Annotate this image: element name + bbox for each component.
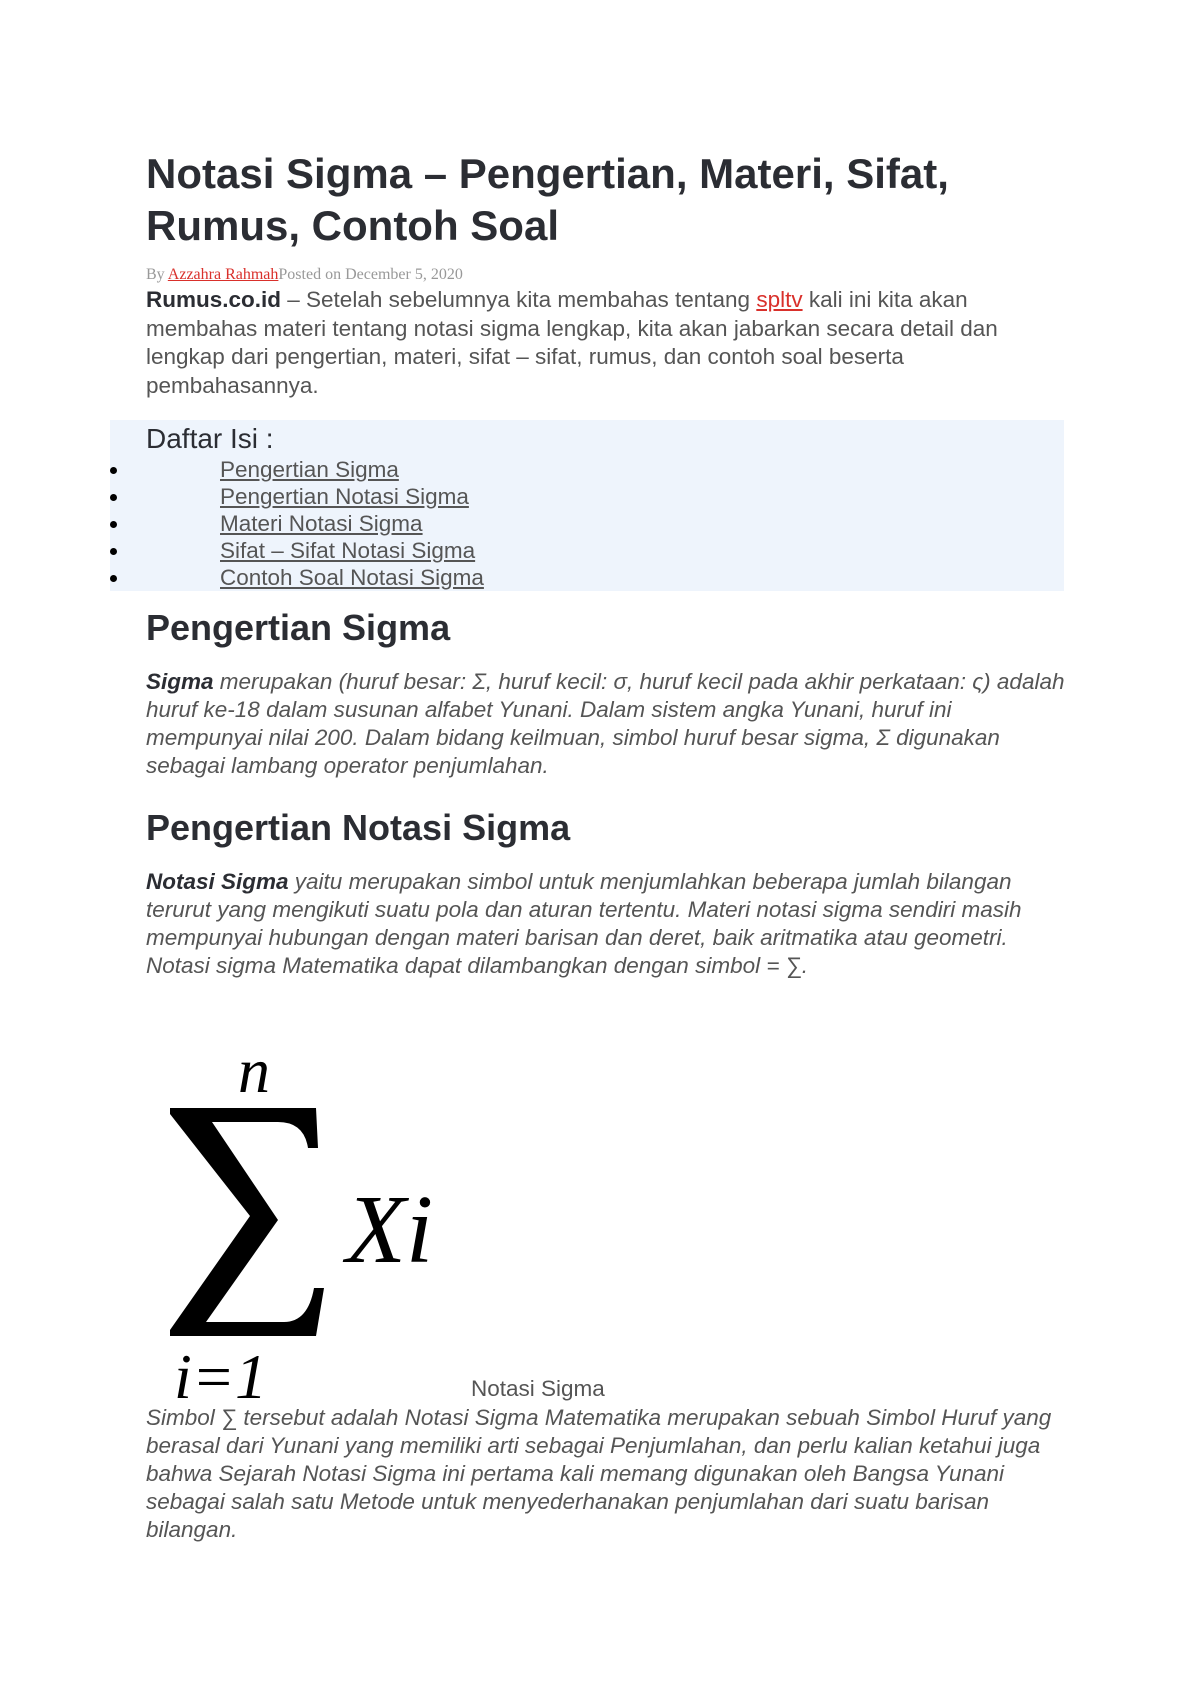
- paragraph-pengertian-sigma: [146, 668, 1066, 780]
- bullet-icon: [110, 575, 117, 582]
- toc-link-pengertian-sigma[interactable]: Pengertian Sigma: [220, 457, 399, 482]
- bullet-icon: [110, 548, 117, 555]
- toc-link-contoh-soal[interactable]: Contoh Soal Notasi Sigma: [220, 565, 484, 590]
- spltv-link[interactable]: spltv: [756, 287, 803, 312]
- term-notasi-sigma: Notasi Sigma: [146, 869, 289, 894]
- bullet-icon: [110, 467, 117, 474]
- intro-text-2: kali ini kita akan membahas materi tentang notasi sigma lengkap, kita akan jabarkan secara detail dan lengkap dari pengertian, materi, sifat – sifat, rumus, dan contoh soal beserta pembahasannya.: [146, 287, 998, 398]
- heading-pengertian-notasi-sigma: Pengertian Notasi Sigma: [146, 807, 571, 848]
- intro-paragraph: [146, 286, 1056, 400]
- image-caption: Notasi Sigma: [471, 1376, 605, 1401]
- paragraph-pengertian-notasi-sigma: [146, 868, 1066, 980]
- intro-site-name: Rumus.co.id: [146, 287, 282, 312]
- toc-item: [110, 483, 1064, 510]
- meta-posted: Posted on December 5, 2020: [278, 266, 463, 283]
- post-meta: [146, 266, 463, 284]
- term-sigma: Sigma: [146, 669, 214, 694]
- formula-upper-limit: n: [238, 1035, 270, 1106]
- sigma-symbol-icon: [170, 1108, 324, 1336]
- bullet-icon: [110, 494, 117, 501]
- toc-link-pengertian-notasi-sigma[interactable]: Pengertian Notasi Sigma: [220, 484, 469, 509]
- formula-lower-limit: i=1: [174, 1341, 267, 1400]
- formula-term: Xi: [346, 1176, 434, 1284]
- bullet-icon: [110, 521, 117, 528]
- toc-item: [110, 537, 1064, 564]
- toc-item: [110, 456, 1064, 483]
- heading-pengertian-sigma: Pengertian Sigma: [146, 607, 451, 648]
- toc-item: [110, 564, 1064, 591]
- meta-by: By: [146, 266, 168, 283]
- toc-list: [110, 456, 1064, 591]
- toc-title: Daftar Isi :: [146, 423, 274, 454]
- table-of-contents: [110, 420, 1064, 591]
- toc-link-materi-notasi-sigma[interactable]: Materi Notasi Sigma: [220, 511, 423, 536]
- intro-text-1: – Setelah sebelumnya kita membahas tentang: [281, 287, 757, 312]
- paragraph-text: yaitu merupakan simbol untuk menjumlahkan beberapa jumlah bilangan terurut yang mengikuti suatu pola dan aturan tertentu. Materi notasi sigma sendiri masih mempunyai hubungan dengan materi barisan dan deret, baik aritmatika atau geometri. Notasi sigma Matematika dapat dilambangkan dengan simbol = ∑.: [146, 869, 1022, 978]
- paragraph-text: merupakan (huruf besar: Σ, huruf kecil: σ, huruf kecil pada akhir perkataan: ς) adalah huruf ke-18 dalam susunan alfabet Yunani. Dalam sistem angka Yunani, huruf ini mempunyai nilai 200. Dalam bidang keilmuan, simbol huruf besar sigma, Σ digunakan sebagai lambang operator penjumlahan.: [146, 669, 1065, 778]
- page-title: Notasi Sigma – Pengertian, Materi, Sifat, Rumus, Contoh Soal: [146, 150, 949, 249]
- toc-item: [110, 510, 1064, 537]
- sigma-formula-image: [166, 1030, 606, 1400]
- author-link[interactable]: Azzahra Rahmah: [167, 266, 279, 283]
- paragraph-simbol-sigma: Simbol ∑ tersebut adalah Notasi Sigma Matematika merupakan sebuah Simbol Huruf yang berasal dari Yunani yang memiliki arti sebagai Penjumlahan, dan perlu kalian ketahui juga bahwa Sejarah Notasi Sigma ini pertama kali memang digunakan oleh Bangsa Yunani sebagai salah satu Metode untuk menyederhanakan penjumlahan dari suatu barisan bilangan.: [146, 1405, 1052, 1542]
- toc-link-sifat-notasi-sigma[interactable]: Sifat – Sifat Notasi Sigma: [220, 538, 476, 563]
